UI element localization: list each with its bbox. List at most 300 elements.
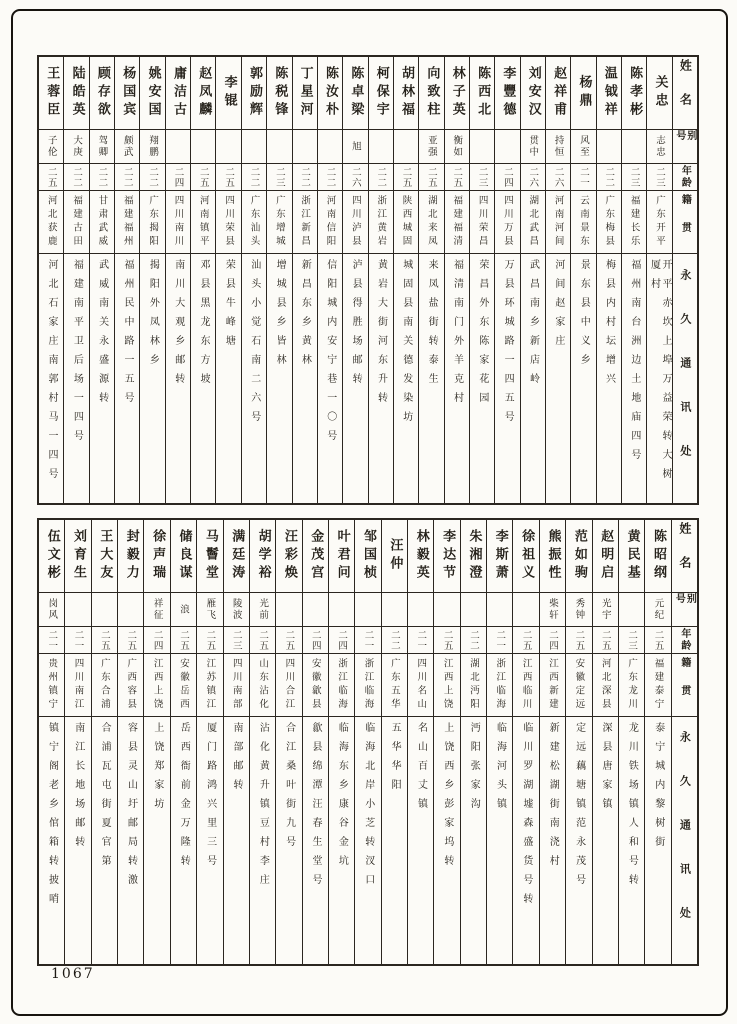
person-name-cell: [622, 57, 646, 130]
person-column: [565, 520, 591, 964]
person-age-cell: [419, 164, 443, 191]
person-name-cell: [65, 520, 90, 593]
person-address-cell: [571, 254, 595, 503]
person-alias-cell: [191, 130, 215, 164]
person-address: 临海东乡康谷金坑: [336, 722, 348, 874]
person-column: [64, 520, 90, 964]
person-alias: 雁飞: [204, 598, 216, 621]
directory-table-top: [37, 55, 699, 505]
person-native-place-cell: [597, 191, 621, 254]
person-address: 福州南台洲边土地庙四号: [628, 259, 640, 468]
person-native-place: 广东梅县: [603, 195, 615, 249]
person-name-cell: [571, 57, 595, 130]
person-name: 林子英: [449, 66, 465, 120]
header-alias-cell: [673, 130, 697, 164]
person-age: 二三: [273, 166, 285, 188]
person-age: 二四: [336, 629, 348, 651]
person-native-place-cell: [419, 191, 443, 254]
person-age-cell: [513, 627, 538, 654]
person-native-place-cell: [495, 191, 519, 254]
person-native-place: 湖北来凤: [425, 195, 437, 249]
person-name-cell: [276, 520, 301, 593]
person-native-place-cell: [546, 191, 570, 254]
person-native-place-cell: [144, 654, 169, 717]
person-address-cell: [90, 254, 114, 503]
person-address: 黄岩大街河东升转: [375, 259, 387, 411]
person-age-cell: [191, 164, 215, 191]
person-address-cell: [647, 254, 671, 503]
person-column: [91, 520, 117, 964]
header-age-label: 年龄: [679, 165, 691, 189]
person-name: 柯保宇: [373, 66, 389, 120]
person-name-cell: [267, 57, 291, 130]
person-name-cell: [408, 520, 433, 593]
person-address: 武昌南乡新店岭: [527, 259, 539, 392]
person-address-cell: [293, 254, 317, 503]
person-alias-cell: [64, 130, 88, 164]
header-native-place-cell: [672, 654, 697, 717]
person-native-place-cell: [571, 191, 595, 254]
person-address: 岳西衙前金万隆转: [178, 722, 190, 874]
person-alias: 祥征: [151, 598, 163, 621]
person-address: 深县唐家镇: [599, 722, 611, 817]
person-age: 二五: [652, 629, 664, 651]
person-native-place: 四川南川: [172, 195, 184, 249]
person-alias-cell: [90, 130, 114, 164]
person-age-cell: [197, 627, 222, 654]
person-name: 陈汝朴: [323, 66, 339, 120]
person-native-place: 广东五华: [388, 658, 400, 712]
person-column: [165, 57, 190, 503]
person-address-cell: [65, 717, 90, 964]
person-alias: 陵波: [230, 598, 242, 621]
person-native-place-cell: [513, 654, 538, 717]
person-native-place: 福建古田: [71, 195, 83, 249]
person-age-cell: [92, 627, 117, 654]
person-name: 范如驹: [571, 529, 587, 583]
person-native-place: 广西容县: [125, 658, 137, 712]
person-age-cell: [645, 627, 670, 654]
person-age-cell: [224, 627, 249, 654]
person-age-cell: [267, 164, 291, 191]
person-name: 汪仲: [387, 538, 403, 574]
person-age-cell: [487, 627, 512, 654]
person-native-place: 广东合浦: [98, 658, 110, 712]
person-name: 向致柱: [424, 66, 440, 120]
person-address-cell: [487, 717, 512, 964]
person-native-place-cell: [65, 654, 90, 717]
person-name: 陈昭纲: [650, 529, 666, 583]
person-name-cell: [434, 520, 459, 593]
person-age: 二二: [121, 166, 133, 188]
header-address-cell: [673, 254, 697, 503]
person-alias: 元纪: [652, 598, 664, 621]
person-address-cell: [445, 254, 469, 503]
person-name-cell: [242, 57, 266, 130]
person-native-place: 浙江临海: [362, 658, 374, 712]
person-alias-cell: [250, 593, 275, 627]
person-address-cell: [470, 254, 494, 503]
person-address: 开平赤坎上埠万益荣转大树厦村: [648, 259, 671, 487]
person-age-cell: [470, 164, 494, 191]
person-address: 万县环城路一四五号: [502, 259, 514, 430]
person-native-place-cell: [619, 654, 644, 717]
person-address: 福州民中路一五号: [122, 259, 134, 411]
person-alias: 贯中: [527, 135, 539, 158]
person-alias-cell: [293, 130, 317, 164]
person-native-place: 四川南部: [230, 658, 242, 712]
header-name-label: 姓名: [677, 522, 692, 590]
person-address-cell: [64, 254, 88, 503]
person-column: [592, 520, 618, 964]
person-name-cell: [329, 520, 354, 593]
person-address: 城固县南关德发染坊: [400, 259, 412, 430]
person-column: [39, 57, 63, 503]
person-address-cell: [242, 254, 266, 503]
person-native-place-cell: [382, 654, 407, 717]
person-address-cell: [645, 717, 670, 964]
person-column: [433, 520, 459, 964]
person-alias: 亚强: [425, 135, 437, 158]
person-native-place-cell: [593, 654, 618, 717]
person-name: 王大友: [97, 529, 113, 583]
person-name: 徐声瑞: [150, 529, 166, 583]
person-address: 荣县牛峰塘: [223, 259, 235, 354]
person-age-cell: [39, 164, 63, 191]
person-alias-cell: [171, 593, 196, 627]
person-age-cell: [171, 627, 196, 654]
person-alias-cell: [39, 593, 64, 627]
person-name-cell: [224, 520, 249, 593]
person-address: 河北石家庄南郭村马一四号: [45, 259, 57, 487]
person-age: 二五: [573, 629, 585, 651]
person-column: [328, 520, 354, 964]
header-alias-label: 别号: [673, 593, 696, 611]
person-alias-cell: [115, 130, 139, 164]
person-column: [393, 57, 418, 503]
person-name: 姚安国: [145, 66, 161, 120]
person-age: 二六: [349, 166, 361, 188]
person-name: 刘育生: [71, 529, 87, 583]
person-name-cell: [216, 57, 240, 130]
person-name: 王蓉臣: [44, 66, 60, 120]
person-native-place-cell: [216, 191, 240, 254]
person-address: 武威南关永盛源转: [96, 259, 108, 411]
person-age-cell: [434, 627, 459, 654]
person-column: [39, 520, 64, 964]
person-name-cell: [470, 57, 494, 130]
person-native-place-cell: [318, 191, 342, 254]
person-column: [539, 520, 565, 964]
person-address-cell: [144, 717, 169, 964]
header-age-label: 年龄: [678, 628, 690, 652]
person-alias-cell: [566, 593, 591, 627]
person-native-place-cell: [267, 191, 291, 254]
person-name-cell: [495, 57, 519, 130]
person-name: 赵明启: [598, 529, 614, 583]
person-native-place: 四川泸县: [349, 195, 361, 249]
person-alias-cell: [242, 130, 266, 164]
person-age: 二一: [362, 629, 374, 651]
person-native-place: 甘肃武威: [96, 195, 108, 249]
person-alias-cell: [355, 593, 380, 627]
person-native-place: 河北深县: [599, 658, 611, 712]
person-alias-cell: [619, 593, 644, 627]
person-name-cell: [461, 520, 486, 593]
person-address-cell: [276, 717, 301, 964]
person-native-place-cell: [540, 654, 565, 717]
person-address-cell: [197, 717, 222, 964]
person-column: [196, 520, 222, 964]
person-address-cell: [369, 254, 393, 503]
person-alias-cell: [144, 593, 169, 627]
person-address-cell: [166, 254, 190, 503]
person-alias-cell: [571, 130, 595, 164]
person-alias-cell: [408, 593, 433, 627]
person-alias-cell: [343, 130, 367, 164]
header-age-cell: [672, 627, 697, 654]
person-column: [444, 57, 469, 503]
person-address-cell: [419, 254, 443, 503]
person-name-cell: [197, 520, 222, 593]
person-native-place: 四川南江: [72, 658, 84, 712]
person-column: [512, 520, 538, 964]
person-native-place: 安徽岳西: [177, 658, 189, 712]
person-age: 二五: [197, 166, 209, 188]
person-address: 新昌东乡黄林: [299, 259, 311, 373]
person-native-place: 云南景东: [577, 195, 589, 249]
table-header-column: [672, 57, 697, 503]
person-name: 马鬙堂: [202, 529, 218, 583]
person-native-place-cell: [39, 654, 64, 717]
person-age-cell: [461, 627, 486, 654]
person-native-place: 福建泰宁: [652, 658, 664, 712]
person-alias: 岗风: [46, 598, 58, 621]
person-age-cell: [140, 164, 164, 191]
person-age-cell: [408, 627, 433, 654]
person-age: 二五: [98, 629, 110, 651]
person-column: [117, 520, 143, 964]
person-native-place-cell: [355, 654, 380, 717]
person-alias-cell: [197, 593, 222, 627]
person-address-cell: [118, 717, 143, 964]
person-name: 陈孝彬: [627, 66, 643, 120]
person-name-cell: [343, 57, 367, 130]
person-alias: 衡如: [451, 135, 463, 158]
person-age: 二一: [494, 629, 506, 651]
person-column: [354, 520, 380, 964]
person-age: 二一: [415, 629, 427, 651]
person-address: 沾化黄升镇豆村李庄: [257, 722, 269, 893]
person-name: 李锟: [221, 75, 237, 111]
person-age-cell: [495, 164, 519, 191]
person-age-cell: [546, 164, 570, 191]
person-name-cell: [445, 57, 469, 130]
person-alias-cell: [513, 593, 538, 627]
person-alias-cell: [39, 130, 63, 164]
person-name: 徐祖义: [519, 529, 535, 583]
person-age-cell: [369, 164, 393, 191]
person-address-cell: [394, 254, 418, 503]
person-name-cell: [546, 57, 570, 130]
person-native-place-cell: [250, 654, 275, 717]
person-native-place-cell: [224, 654, 249, 717]
person-name: 胡林福: [399, 66, 415, 120]
person-alias-cell: [140, 130, 164, 164]
person-native-place: 江西上饶: [441, 658, 453, 712]
person-native-place-cell: [343, 191, 367, 254]
person-name: 伍文彬: [44, 529, 60, 583]
person-name: 胡学裕: [255, 529, 271, 583]
person-column: [644, 520, 670, 964]
person-age: 二四: [547, 629, 559, 651]
person-name: 赵凤麟: [196, 66, 212, 120]
person-alias: 大庚: [71, 135, 83, 158]
person-name-cell: [513, 520, 538, 593]
person-native-place-cell: [64, 191, 88, 254]
person-name: 储良谋: [176, 529, 192, 583]
table-header-column: [671, 520, 697, 964]
person-column: [143, 520, 169, 964]
person-address: 新建松湖街南浇村: [547, 722, 559, 874]
person-name: 熊振性: [545, 529, 561, 583]
person-age-cell: [64, 164, 88, 191]
person-address-cell: [521, 254, 545, 503]
person-age: 二五: [45, 166, 57, 188]
person-age: 二二: [375, 166, 387, 188]
person-address-cell: [622, 254, 646, 503]
person-column: [545, 57, 570, 503]
person-native-place-cell: [191, 191, 215, 254]
person-age: 二三: [628, 166, 640, 188]
person-address: 歙县绵潭汪春生堂号: [310, 722, 322, 893]
person-native-place: 江苏镇江: [204, 658, 216, 712]
person-name: 温钺祥: [601, 66, 617, 120]
person-alias-cell: [92, 593, 117, 627]
person-column: [275, 520, 301, 964]
person-alias: 秀钟: [573, 598, 585, 621]
person-native-place: 四川荣昌: [476, 195, 488, 249]
person-address-cell: [382, 717, 407, 964]
person-age: 二二: [248, 166, 260, 188]
person-name: 李达节: [440, 529, 456, 583]
person-column: [190, 57, 215, 503]
person-native-place: 福建福州: [121, 195, 133, 249]
page-number: 1067: [51, 966, 95, 982]
person-age: 二三: [626, 629, 638, 651]
person-name-cell: [369, 57, 393, 130]
person-age-cell: [571, 164, 595, 191]
person-age-cell: [144, 627, 169, 654]
person-alias-cell: [487, 593, 512, 627]
person-name-cell: [318, 57, 342, 130]
person-age: 二五: [425, 166, 437, 188]
header-age-cell: [673, 164, 697, 191]
person-address-cell: [597, 254, 621, 503]
person-column: [342, 57, 367, 503]
person-address: 福建南平卫后场一四号: [71, 259, 83, 449]
person-name: 叶君问: [334, 529, 350, 583]
person-alias-cell: [65, 593, 90, 627]
person-alias: 柴轩: [547, 598, 559, 621]
person-age-cell: [521, 164, 545, 191]
person-alias-cell: [419, 130, 443, 164]
person-age-cell: [90, 164, 114, 191]
person-native-place-cell: [276, 654, 301, 717]
person-column: [596, 57, 621, 503]
person-address: 厦门路鸿兴里三号: [204, 722, 216, 874]
person-age-cell: [597, 164, 621, 191]
person-native-place-cell: [470, 191, 494, 254]
person-native-place: 浙江临海: [336, 658, 348, 712]
person-name: 汪彩焕: [281, 529, 297, 583]
person-address: 泸县得胜场邮转: [350, 259, 362, 392]
person-column: [223, 520, 249, 964]
person-native-place: 福建福清: [451, 195, 463, 249]
person-alias-cell: [495, 130, 519, 164]
person-alias-cell: [166, 130, 190, 164]
person-native-place-cell: [140, 191, 164, 254]
header-address-label: 永久通讯处: [678, 730, 692, 951]
person-address: 邓县黑龙东方坡: [198, 259, 210, 392]
person-native-place: 广东龙川: [626, 658, 638, 712]
person-age: 二二: [603, 166, 615, 188]
header-alias-label: 别号: [673, 130, 696, 148]
person-age-cell: [343, 164, 367, 191]
person-name: 丁星河: [297, 66, 313, 120]
person-address: 信阳城内安宁巷一〇号: [324, 259, 336, 449]
person-column: [249, 520, 275, 964]
person-address-cell: [250, 717, 275, 964]
person-name: 关忠: [652, 75, 668, 111]
person-native-place: 浙江新昌: [299, 195, 311, 249]
person-native-place-cell: [369, 191, 393, 254]
person-address-cell: [171, 717, 196, 964]
person-alias-cell: [216, 130, 240, 164]
person-age-cell: [303, 627, 328, 654]
header-alias-cell: [672, 593, 697, 627]
person-name-cell: [144, 520, 169, 593]
person-native-place: 河南河间: [552, 195, 564, 249]
person-name: 陈卓梁: [348, 66, 364, 120]
person-age: 二三: [653, 166, 665, 188]
person-age: 二六: [552, 166, 564, 188]
person-column: [646, 57, 671, 503]
person-native-place: 安徽定远: [573, 658, 585, 712]
person-alias: 风至: [577, 135, 589, 158]
person-address-cell: [540, 717, 565, 964]
person-address-cell: [461, 717, 486, 964]
person-alias-cell: [267, 130, 291, 164]
person-name-cell: [566, 520, 591, 593]
person-alias-cell: [318, 130, 342, 164]
person-alias-cell: [597, 130, 621, 164]
person-native-place-cell: [566, 654, 591, 717]
person-name-cell: [140, 57, 164, 130]
person-alias-cell: [546, 130, 570, 164]
person-address: 景东县中义乡: [578, 259, 590, 373]
person-age-cell: [242, 164, 266, 191]
person-native-place: 广东揭阳: [147, 195, 159, 249]
person-address: 临川罗湖墟森盛货号转: [520, 722, 532, 912]
person-native-place-cell: [303, 654, 328, 717]
person-alias-cell: [647, 130, 671, 164]
person-age: 二一: [46, 629, 58, 651]
person-age: 二二: [324, 166, 336, 188]
person-age: 二五: [451, 166, 463, 188]
person-name-cell: [118, 520, 143, 593]
person-address: 沔阳张家沟: [468, 722, 480, 817]
